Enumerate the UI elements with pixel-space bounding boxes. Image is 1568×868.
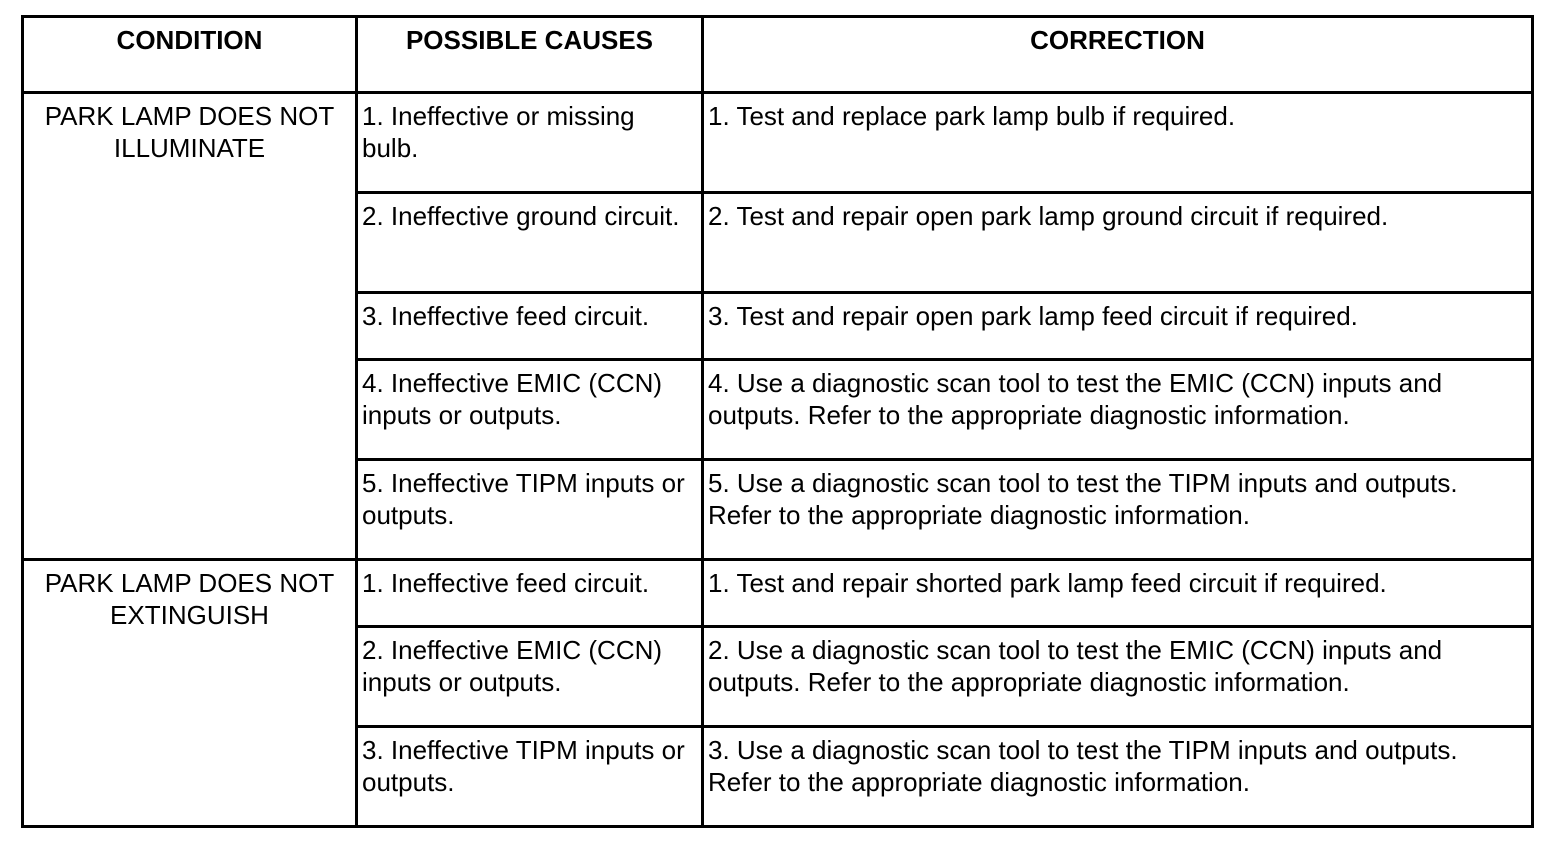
cause-cell: 2. Ineffective EMIC (CCN) inputs or outputs. (357, 627, 703, 727)
cause-cell: 1. Ineffective or missing bulb. (357, 93, 703, 193)
correction-cell: 4. Use a diagnostic scan tool to test the EMIC (CCN) inputs and outputs. Refer to the appropriate diagnostic information. (703, 360, 1533, 460)
correction-cell: 3. Test and repair open park lamp feed circuit if required. (703, 293, 1533, 360)
table-row (23, 93, 1533, 193)
condition-cell: PARK LAMP DOES NOT EXTINGUISH (23, 560, 357, 827)
correction-cell: 2. Use a diagnostic scan tool to test the EMIC (CCN) inputs and outputs. Refer to the appropriate diagnostic information. (703, 627, 1533, 727)
header-condition: CONDITION (23, 17, 357, 93)
correction-cell: 2. Test and repair open park lamp ground circuit if required. (703, 193, 1533, 293)
correction-cell: 5. Use a diagnostic scan tool to test the TIPM inputs and outputs. Refer to the appropriate diagnostic information. (703, 460, 1533, 560)
correction-cell: 3. Use a diagnostic scan tool to test the TIPM inputs and outputs. Refer to the appropriate diagnostic information. (703, 727, 1533, 827)
cause-cell: 3. Ineffective feed circuit. (357, 293, 703, 360)
table-row (23, 560, 1533, 627)
correction-cell: 1. Test and replace park lamp bulb if required. (703, 93, 1533, 193)
condition-cell: PARK LAMP DOES NOT ILLUMINATE (23, 93, 357, 560)
cause-cell: 2. Ineffective ground circuit. (357, 193, 703, 293)
cause-cell: 3. Ineffective TIPM inputs or outputs. (357, 727, 703, 827)
diagnosis-table (21, 15, 1534, 828)
cause-cell: 5. Ineffective TIPM inputs or outputs. (357, 460, 703, 560)
correction-cell: 1. Test and repair shorted park lamp feed circuit if required. (703, 560, 1533, 627)
cause-cell: 4. Ineffective EMIC (CCN) inputs or outputs. (357, 360, 703, 460)
header-possible-causes: POSSIBLE CAUSES (357, 17, 703, 93)
cause-cell: 1. Ineffective feed circuit. (357, 560, 703, 627)
header-row (23, 17, 1533, 93)
header-correction: CORRECTION (703, 17, 1533, 93)
